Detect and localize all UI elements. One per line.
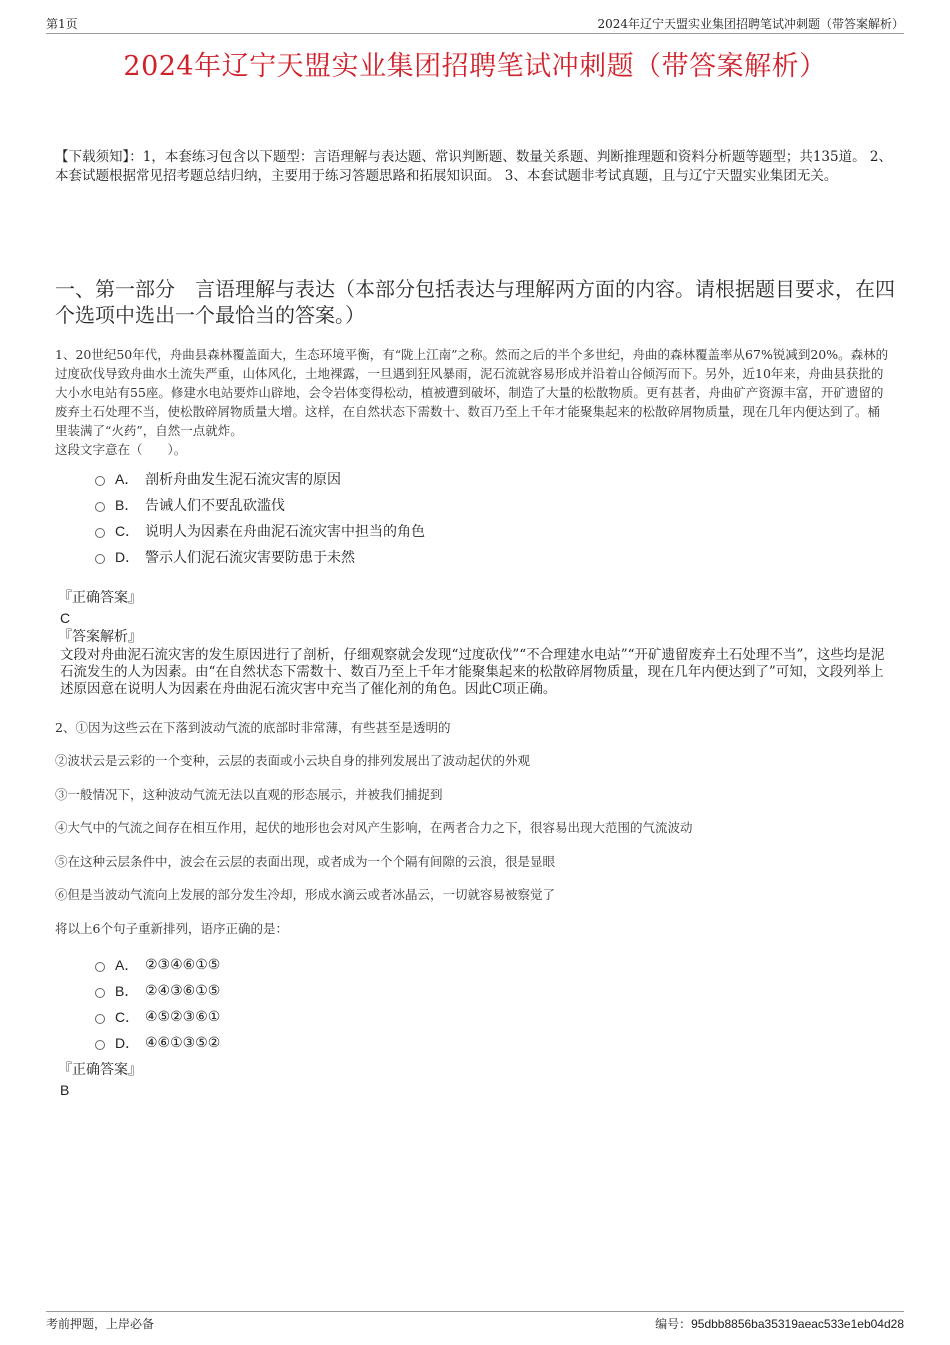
download-notice: 【下载须知】：1，本套练习包含以下题型：言语理解与表达题、常识判断题、数量关系题、判断推理题和资料分析题等题型；共135道。 2、本套试题根据常见招考题总结归纳，主要用于练习答题思路和拓展知识面。 3、本套试题非考试真题，且与辽宁天盟实业集团无关。 [55, 149, 892, 184]
radio-icon[interactable] [95, 1040, 105, 1050]
answer-label: 『正确答案』 [58, 1062, 142, 1078]
page-title: 2024年辽宁天盟实业集团招聘笔试冲刺题（带答案解析） [123, 51, 827, 82]
footer-code [655, 1315, 904, 1332]
radio-icon[interactable] [95, 476, 105, 486]
option-a[interactable]: A． 剖析舟曲发生泥石流灾害的原因 [95, 466, 425, 492]
option-text: ②③④⑥①⑤ [145, 957, 221, 973]
question-1-answer [58, 589, 892, 698]
option-text: 说明人为因素在舟曲泥石流灾害中担当的角色 [145, 524, 425, 540]
sentence-3: ③一般情况下，这种波动气流无法以直观的形态展示，并被我们捕捉到 [55, 787, 443, 802]
option-text: 告诫人们不要乱砍滥伐 [145, 498, 285, 514]
option-text: 警示人们泥石流灾害要防患于未然 [145, 550, 355, 566]
sentence-1: 2、①因为这些云在下落到波动气流的底部时非常薄，有些甚至是透明的 [55, 720, 451, 735]
question-2-answer [58, 1061, 892, 1100]
option-a[interactable]: A． ②③④⑥①⑤ [95, 952, 220, 978]
option-c[interactable]: C． 说明人为因素在舟曲泥石流灾害中担当的角色 [95, 518, 425, 544]
option-text: ④⑤②③⑥① [145, 1009, 221, 1025]
option-text: ②④③⑥①⑤ [145, 983, 221, 999]
option-b[interactable]: B． 告诫人们不要乱砍滥伐 [95, 492, 425, 518]
sentence-5: ⑤在这种云层条件中，波会在云层的表面出现，或者成为一个个隔有间隙的云浪，很是显眼 [55, 854, 556, 869]
question-1-stem: 1、20世纪50年代，舟曲县森林覆盖面大，生态环境平衡，有“陇上江南”之称。然而之后的半个多世纪，舟曲的森林覆盖率从67%锐减到20%。森林的过度砍伐导致舟曲水土流失严重，山体风化，土地裸露，一旦遇到狂风暴雨，泥石流就容易形成并沿着山谷倾泻而下。另外，近10年来，舟曲县获批的大小水电站有55座。修建水电站要炸山辟地，会令岩体变得松动，植被遭到破坏，制造了大量的松散物质。更有甚者，舟曲矿产资源丰富，开矿遗留的废弃土石处理不当，使松散碎屑物质量大增。这样，在自然状态下需数十、数百乃至上千年才能聚集起来的松散碎屑物质量，现在几年内便达到了。桶里装满了“火药”，自然一点就炸。 [55, 347, 889, 438]
footer-slogan: 考前押题，上岸必备 [46, 1317, 155, 1331]
option-d[interactable]: D． ④⑥①③⑤② [95, 1030, 220, 1056]
analysis-text: 文段对舟曲泥石流灾害的发生原因进行了剖析，仔细观察就会发现“过度砍伐”“不合理建水电站”“开矿遗留废弃土石处理不当”，这些均是泥石流发生的人为因素。由“在自然状态下需数十、数百乃至上千年才能聚集起来的松散碎屑物质量，现在几年内便达到了”可知，文段列举上述原因意在说明人为因素在舟曲泥石流灾害中充当了催化剂的角色。因此C项正确。 [60, 647, 885, 697]
section-heading: 一、第一部分 言语理解与表达（本部分包括表达与理解两方面的内容。请根据题目要求，在四个选项中选出一个最恰当的答案。） [55, 277, 895, 327]
sentence-2: ②波状云是云彩的一个变种，云层的表面或小云块自身的排列发展出了波动起伏的外观 [55, 753, 531, 768]
option-text: ④⑥①③⑤② [145, 1035, 221, 1051]
option-c[interactable]: C． ④⑤②③⑥① [95, 1004, 220, 1030]
sentence-6: ⑥但是当波动气流向上发展的部分发生冷却，形成水滴云或者冰晶云，一切就容易被察觉了 [55, 887, 556, 902]
analysis-label: 『答案解析』 [58, 629, 142, 645]
footer-divider [46, 1311, 904, 1312]
answer-value: C [60, 610, 71, 626]
radio-icon[interactable] [95, 528, 105, 538]
option-d[interactable]: D． 警示人们泥石流灾害要防患于未然 [95, 544, 425, 570]
sentence-4: ④大气中的气流之间存在相互作用，起伏的地形也会对风产生影响，在两者合力之下，很容易出现大范围的气流波动 [55, 820, 693, 835]
question-2-prompt: 将以上6个句子重新排列，语序正确的是： [55, 921, 288, 936]
option-b[interactable]: B． ②④③⑥①⑤ [95, 978, 220, 1004]
header-doc-title: 2024年辽宁天盟实业集团招聘笔试冲刺题（带答案解析） [597, 17, 904, 31]
footer-code-label: 编号： [655, 1317, 692, 1331]
question-2-options [95, 952, 220, 1056]
answer-value: B [60, 1082, 70, 1098]
option-text: 剖析舟曲发生泥石流灾害的原因 [145, 472, 341, 488]
question-1-options [95, 466, 425, 570]
page-number: 第1页 [46, 17, 78, 31]
question-1 [55, 345, 892, 459]
footer-code-value: 95dbb8856ba35319aeac533e1eb04d28 [691, 1317, 904, 1331]
radio-icon[interactable] [95, 554, 105, 564]
answer-label: 『正确答案』 [58, 590, 142, 606]
header-divider [46, 33, 904, 34]
radio-icon[interactable] [95, 988, 105, 998]
question-1-prompt: 这段文字意在（ ）。 [55, 442, 187, 457]
radio-icon[interactable] [95, 502, 105, 512]
radio-icon[interactable] [95, 1014, 105, 1024]
radio-icon[interactable] [95, 962, 105, 972]
